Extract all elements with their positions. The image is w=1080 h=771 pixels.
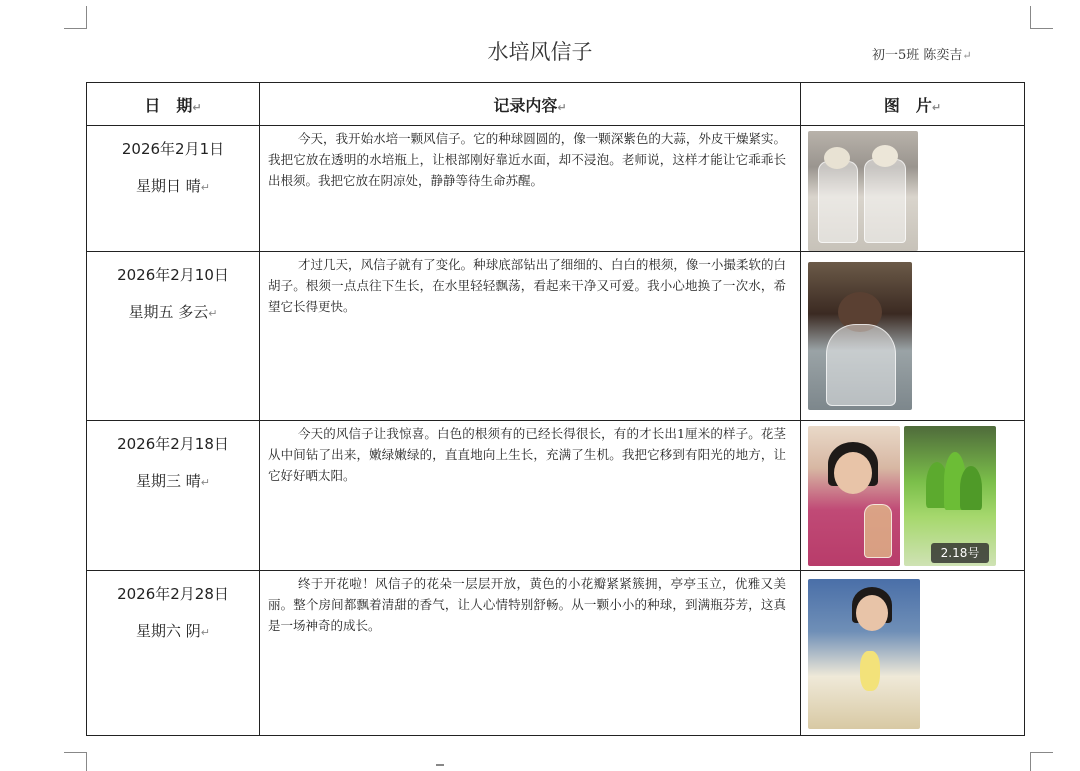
weekday-weather-text: 星期三 晴 <box>136 472 201 490</box>
page-corner-mark <box>64 6 87 29</box>
weekday-weather: 星期五 多云↵ <box>128 303 218 321</box>
weekday-weather: 星期日 晴↵ <box>136 177 210 195</box>
entry-text: 今天，我开始水培一颗风信子。它的种球圆圆的，像一颗深紫色的大蒜，外皮干燥紧实。我把它放在透明的水培瓶上，让根部刚好靠近水面，却不浸泡。老师说，这样才能让它乖乖长出根须。我把它放在阴凉处，静静等待生命苏醒。 <box>268 131 786 188</box>
table-row <box>87 126 1025 252</box>
page-title: 水培风信子 <box>487 40 593 64</box>
weekday-weather-text: 星期五 多云 <box>128 303 209 321</box>
content-cell <box>260 421 801 571</box>
content-cell <box>260 252 801 421</box>
table-row <box>87 421 1025 571</box>
header-date-label: 日 期 <box>144 95 193 115</box>
date-text: 2026年2月10日 <box>117 266 229 284</box>
entry-text: 今天的风信子让我惊喜。白色的根须有的已经长得很长，有的才长出1厘米的样子。花茎从中间钻了出来，嫩绿嫩绿的，直直地向上生长，充满了生机。我把它移到有阳光的地方，让它好好晒太阳。 <box>268 426 786 483</box>
page-corner-mark <box>1030 752 1053 771</box>
author-line: 初一5班 陈奕吉↵ <box>872 48 972 63</box>
author-name: 初一5班 陈奕吉 <box>872 48 963 63</box>
date-cell <box>87 571 260 736</box>
date-cell <box>87 252 260 421</box>
table-row <box>87 571 1025 736</box>
content-cell <box>260 571 801 736</box>
table-header-row <box>87 83 1025 126</box>
header-content: 记录内容↵ <box>260 83 801 126</box>
weekday-weather: 星期三 晴↵ <box>136 472 210 490</box>
table-row <box>87 252 1025 421</box>
student-photo <box>808 426 900 566</box>
content-cell <box>260 126 801 252</box>
date-text: 2026年2月1日 <box>121 140 225 158</box>
header-photo-label: 图 片 <box>883 95 932 115</box>
header-date: 日 期↵ <box>87 83 260 126</box>
photo-date-badge: 2.18号 <box>931 543 989 563</box>
entry-text: 才过几天，风信子就有了变化。种球底部钻出了细细的、白白的根须，像一小撮柔软的白胡子。根须一点点往下生长，在水里轻轻飘荡，看起来干净又可爱。我小心地换了一次水，希望它长得更快。 <box>268 257 786 314</box>
date-cell <box>87 126 260 252</box>
date-text: 2026年2月28日 <box>117 585 229 603</box>
date-text: 2026年2月18日 <box>117 435 229 453</box>
weekday-weather-text: 星期日 晴 <box>136 177 201 195</box>
growth-log-table <box>86 82 1025 736</box>
photo-cell <box>801 252 1025 421</box>
hyacinth-bulb-jars-photo <box>808 131 918 251</box>
page-corner-mark <box>1030 6 1053 29</box>
date-cell <box>87 421 260 571</box>
bulb-with-roots-photo <box>808 262 912 410</box>
header-photo: 图 片↵ <box>801 83 1025 126</box>
page-corner-mark <box>64 752 87 771</box>
weekday-weather: 星期六 阴↵ <box>136 622 210 640</box>
entry-text: 终于开花啦！风信子的花朵一层层开放，黄色的小花瓣紧紧簇拥，亭亭玉立，优雅又美丽。整个房间都飘着清甜的香气，让人心情特别舒畅。从一颗小小的种球，到满瓶芬芳，这真是一场神奇的成长。 <box>268 576 786 633</box>
student-with-flower-photo <box>808 579 920 729</box>
page-footer-mark <box>436 764 444 766</box>
weekday-weather-text: 星期六 阴 <box>136 622 201 640</box>
header-content-label: 记录内容 <box>493 95 558 115</box>
photo-cell <box>801 421 1025 571</box>
photo-cell <box>801 126 1025 252</box>
photo-cell <box>801 571 1025 736</box>
